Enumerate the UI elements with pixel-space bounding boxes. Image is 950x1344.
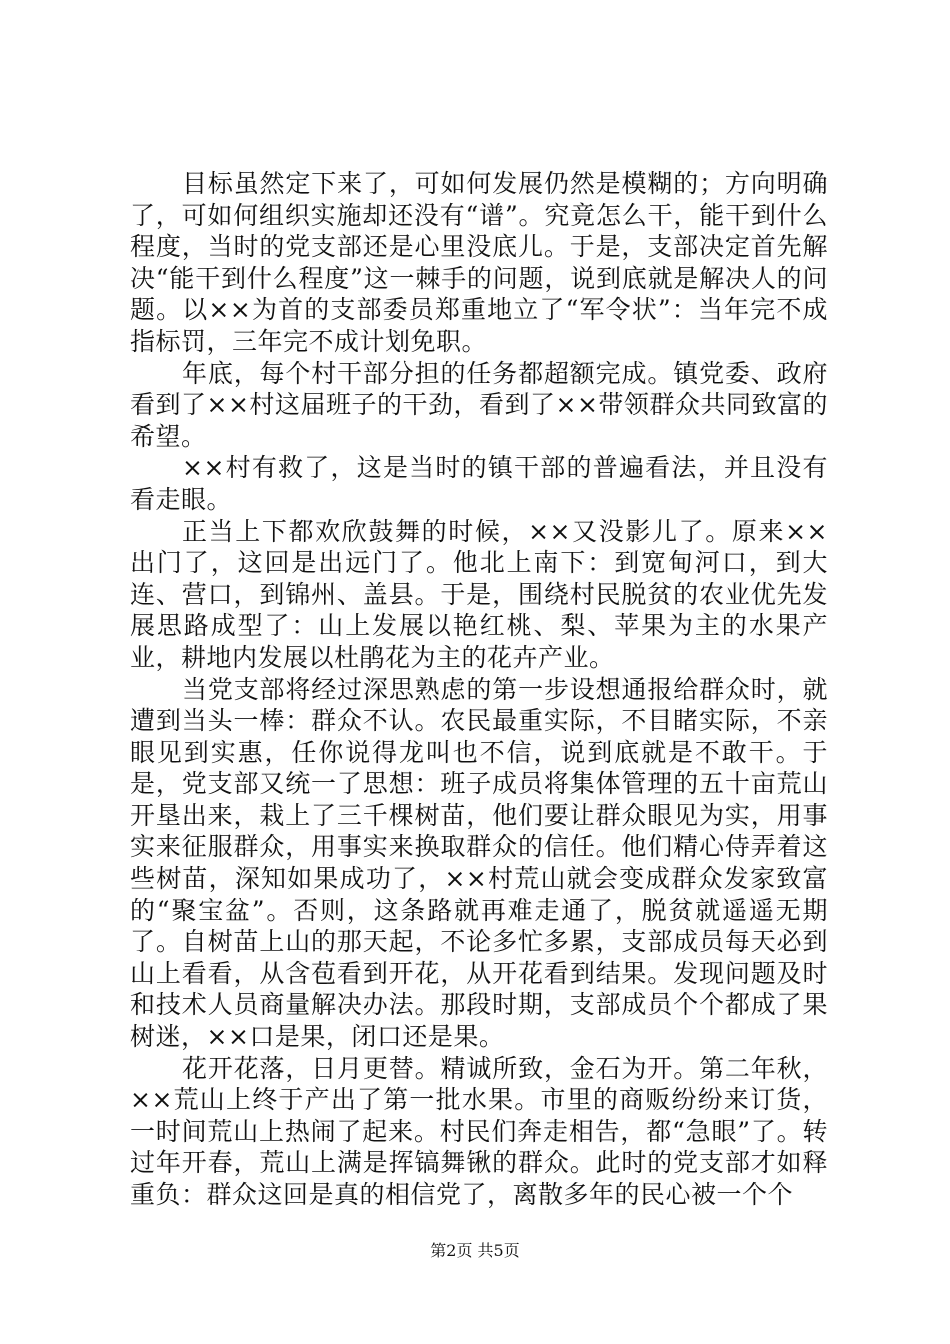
paragraph-2: 年底，每个村干部分担的任务都超额完成。镇党委、政府看到了××村这届班子的干劲，看到了××带领群众共同致富的希望。 bbox=[130, 358, 828, 451]
paragraph-1: 目标虽然定下来了，可如何发展仍然是模糊的；方向明确了，可如何组织实施却还没有“谱”。究竟怎么干，能干到什么程度，当时的党支部还是心里没底儿。于是，支部决定首先解决“能干到什么程度”这一棘手的问题，说到底就是解决人的问题。以××为首的支部委员郑重地立了“军令状”：当年完不成指标罚，三年完不成计划免职。 bbox=[130, 169, 828, 356]
paragraph-5: 当党支部将经过深思熟虑的第一步设想通报给群众时，就遭到当头一棒：群众不认。农民最重实际，不目睹实际，不亲眼见到实惠，任你说得龙叫也不信，说到底就是不敢干。于是，党支部又统一了思想：班子成员将集体管理的五十亩荒山开垦出来，栽上了三千棵树苗，他们要让群众眼见为实，用事实来征服群众，用事实来换取群众的信任。他们精心侍弄着这些树苗，深知如果成功了，××村荒山就会变成群众发家致富的“聚宝盆”。否则，这条路就再难走通了，脱贫就遥遥无期了。自树苗上山的那天起，不论多忙多累，支部成员每天必到山上看看，从含苞看到开花，从开花看到结果。发现问题及时和技术人员商量解决办法。那段时期，支部成员个个都成了果树迷，××口是果，闭口还是果。 bbox=[130, 674, 828, 1052]
paragraph-4: 正当上下都欢欣鼓舞的时候，××又没影儿了。原来××出门了，这回是出远门了。他北上南下：到宽甸河口，到大连、营口，到锦州、盖县。于是，围绕村民脱贫的农业优先发展思路成型了：山上发展以艳红桃、梨、苹果为主的水果产业，耕地内发展以杜鹃花为主的花卉产业。 bbox=[130, 516, 828, 672]
page-number-footer: 第2页 共5页 bbox=[430, 1241, 520, 1260]
paragraph-3: ××村有救了，这是当时的镇干部的普遍看法，并且没有看走眼。 bbox=[130, 453, 828, 514]
paragraph-6: 花开花落，日月更替。精诚所致，金石为开。第二年秋，××荒山上终于产出了第一批水果。市里的商贩纷纷来订货，一时间荒山上热闹了起来。村民们奔走相告，都“急眼”了。转过年开春，荒山上满是挥镐舞锹的群众。此时的党支部才如释重负：群众这回是真的相信党了，离散多年的民心被一个个 bbox=[130, 1053, 828, 1209]
document-body bbox=[130, 168, 828, 1211]
